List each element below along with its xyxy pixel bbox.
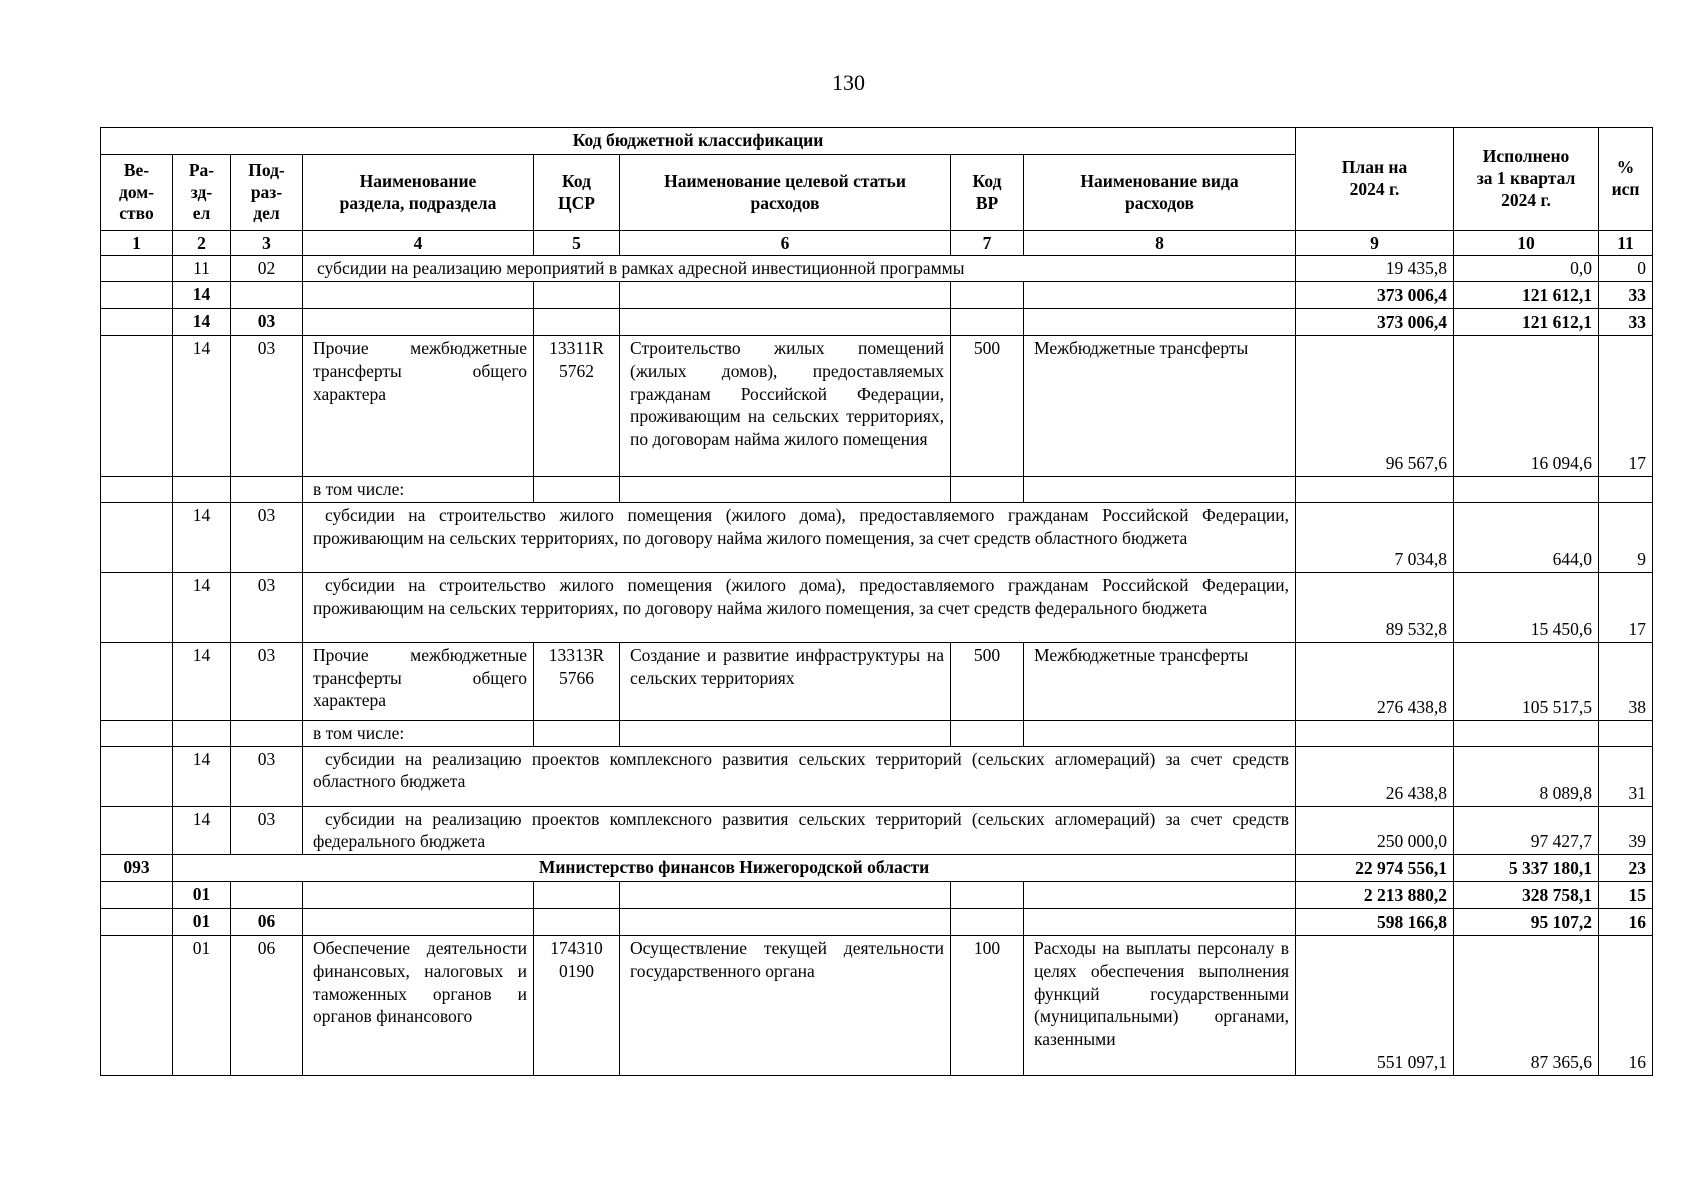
cell-csr-code: 13311R 5762 [534,336,620,477]
cell-executed: 328 758,1 [1454,882,1599,909]
cell-csr-code [534,720,620,746]
cell-csr-code [534,882,620,909]
cell-razdel: 14 [173,502,231,572]
cell-csr-code [534,309,620,336]
cell-description: субсидии на реализацию проектов комплексного развития сельских территорий (сельских агломераций) за счет средств федерального бюджета [303,806,1296,855]
cell-percent: 0 [1599,256,1653,282]
cell-razdel: 14 [173,642,231,720]
header-target-name: Наименование целевой статьи расходов [620,155,951,231]
cell-csr-code [534,282,620,309]
cell-podrazdel: 03 [231,336,303,477]
table-row [101,936,1653,1076]
column-number: 2 [173,231,231,256]
cell-vedomstvo: 093 [101,855,173,882]
cell-razdel: 01 [173,936,231,1076]
cell-description: субсидии на реализацию проектов комплексного развития сельских территорий (сельских агломераций) за счет средств областного бюджета [303,746,1296,806]
cell-section-name [303,909,534,936]
cell-plan: 19 435,8 [1296,256,1454,282]
cell-vr-code: 500 [951,642,1024,720]
table-row [101,642,1653,720]
column-number: 5 [534,231,620,256]
cell-plan [1296,477,1454,503]
cell-executed [1454,477,1599,503]
page-number: 130 [832,70,865,95]
cell-target-name [620,282,951,309]
cell-vr-code: 100 [951,936,1024,1076]
cell-podrazdel: 03 [231,642,303,720]
cell-executed: 0,0 [1454,256,1599,282]
cell-executed: 15 450,6 [1454,572,1599,642]
cell-vr-name [1024,909,1296,936]
header-razdel: Ра-зд-ел [173,155,231,231]
cell-plan: 96 567,6 [1296,336,1454,477]
budget-table [100,127,1653,1076]
cell-podrazdel: 03 [231,806,303,855]
header-percent: % исп [1599,128,1653,231]
cell-plan: 598 166,8 [1296,909,1454,936]
cell-plan: 22 974 556,1 [1296,855,1454,882]
cell-section-name [303,282,534,309]
cell-vr-name: Межбюджетные трансферты [1024,336,1296,477]
table-row [101,502,1653,572]
cell-executed: 97 427,7 [1454,806,1599,855]
cell-podrazdel: 03 [231,502,303,572]
cell-podrazdel [231,882,303,909]
cell-percent: 39 [1599,806,1653,855]
cell-vedomstvo [101,309,173,336]
column-number: 1 [101,231,173,256]
cell-target-name: Осуществление текущей деятельности государственного органа [620,936,951,1076]
cell-percent: 16 [1599,909,1653,936]
cell-razdel: 14 [173,572,231,642]
cell-vr-name: Расходы на выплаты персоналу в целях обеспечения выполнения функций государственными (муниципальными) органами, казенными [1024,936,1296,1076]
column-number: 7 [951,231,1024,256]
column-number: 6 [620,231,951,256]
cell-plan: 250 000,0 [1296,806,1454,855]
column-number: 3 [231,231,303,256]
cell-section-name: Прочие межбюджетные трансферты общего характера [303,336,534,477]
cell-csr-code [534,477,620,503]
cell-razdel: 14 [173,746,231,806]
cell-percent: 15 [1599,882,1653,909]
cell-section-name [303,309,534,336]
header-vedomstvo: Ве-дом-ство [101,155,173,231]
cell-razdel: 14 [173,806,231,855]
cell-razdel: 14 [173,336,231,477]
cell-executed: 8 089,8 [1454,746,1599,806]
cell-vedomstvo [101,572,173,642]
cell-executed: 87 365,6 [1454,936,1599,1076]
cell-podrazdel: 02 [231,256,303,282]
cell-target-name [620,720,951,746]
cell-vedomstvo [101,806,173,855]
cell-section-name: Обеспечение деятельности финансовых, налоговых и таможенных органов и органов финансового [303,936,534,1076]
cell-podrazdel: 06 [231,936,303,1076]
header-plan: План на 2024 г. [1296,128,1454,231]
cell-percent [1599,720,1653,746]
cell-vr-code [951,309,1024,336]
cell-vedomstvo [101,909,173,936]
table-row [101,336,1653,477]
cell-csr-code: 174310 0190 [534,936,620,1076]
cell-vr-code [951,477,1024,503]
cell-executed: 105 517,5 [1454,642,1599,720]
cell-executed: 644,0 [1454,502,1599,572]
cell-razdel [173,477,231,503]
cell-vedomstvo [101,282,173,309]
cell-executed: 121 612,1 [1454,282,1599,309]
cell-vr-name [1024,477,1296,503]
cell-vedomstvo [101,502,173,572]
cell-podrazdel [231,720,303,746]
cell-vr-name [1024,309,1296,336]
column-numbers-row [101,231,1653,256]
table-row [101,855,1653,882]
cell-razdel: 14 [173,309,231,336]
cell-vedomstvo [101,477,173,503]
cell-plan [1296,720,1454,746]
cell-executed: 5 337 180,1 [1454,855,1599,882]
table-row [101,806,1653,855]
header-row-1 [101,128,1653,155]
cell-description: субсидии на строительство жилого помещения (жилого дома), предоставляемого гражданам Российской Федерации, проживающим на сельских территориях, по договору найма жилого помещения, за счет средств областного бюджета [303,502,1296,572]
cell-plan: 373 006,4 [1296,309,1454,336]
cell-vedomstvo [101,746,173,806]
table-row [101,720,1653,746]
cell-vedomstvo [101,642,173,720]
cell-csr-code: 13313R 5766 [534,642,620,720]
cell-target-name [620,909,951,936]
cell-section-name [303,882,534,909]
cell-percent: 31 [1599,746,1653,806]
table-row [101,909,1653,936]
cell-plan: 89 532,8 [1296,572,1454,642]
cell-target-name [620,882,951,909]
cell-plan: 551 097,1 [1296,936,1454,1076]
cell-executed [1454,720,1599,746]
column-number: 11 [1599,231,1653,256]
table-row [101,477,1653,503]
cell-vr-name [1024,882,1296,909]
cell-razdel: 14 [173,282,231,309]
cell-executed: 121 612,1 [1454,309,1599,336]
cell-plan: 26 438,8 [1296,746,1454,806]
cell-percent: 9 [1599,502,1653,572]
cell-executed: 16 094,6 [1454,336,1599,477]
cell-ministry-title: Министерство финансов Нижегородской области [173,855,1296,882]
cell-vr-code [951,882,1024,909]
cell-razdel: 01 [173,909,231,936]
column-number: 10 [1454,231,1599,256]
header-executed: Исполнено за 1 квартал 2024 г. [1454,128,1599,231]
cell-vedomstvo [101,720,173,746]
table-row [101,256,1653,282]
cell-vr-code [951,282,1024,309]
cell-vr-name [1024,282,1296,309]
cell-percent: 38 [1599,642,1653,720]
table-row [101,882,1653,909]
cell-razdel: 11 [173,256,231,282]
cell-percent: 17 [1599,572,1653,642]
cell-target-name: Строительство жилых помещений (жилых домов), предоставляемых гражданам Российской Федерации, проживающим на сельских территориях, по договорам найма жилого помещения [620,336,951,477]
cell-csr-code [534,909,620,936]
cell-podrazdel [231,282,303,309]
cell-vedomstvo [101,336,173,477]
cell-plan: 2 213 880,2 [1296,882,1454,909]
table-row [101,746,1653,806]
table-row [101,572,1653,642]
cell-podrazdel [231,477,303,503]
cell-vr-code: 500 [951,336,1024,477]
cell-plan: 276 438,8 [1296,642,1454,720]
cell-percent: 33 [1599,309,1653,336]
header-vr-name: Наименование вида расходов [1024,155,1296,231]
cell-percent: 23 [1599,855,1653,882]
table-row [101,309,1653,336]
cell-percent: 17 [1599,336,1653,477]
cell-plan: 7 034,8 [1296,502,1454,572]
cell-podrazdel: 03 [231,309,303,336]
cell-vedomstvo [101,256,173,282]
column-number: 8 [1024,231,1296,256]
cell-podrazdel: 03 [231,572,303,642]
table-row [101,282,1653,309]
cell-including-label: в том числе: [303,720,534,746]
cell-vr-code [951,909,1024,936]
cell-vr-code [951,720,1024,746]
cell-vedomstvo [101,936,173,1076]
cell-percent: 33 [1599,282,1653,309]
cell-razdel: 01 [173,882,231,909]
cell-vedomstvo [101,882,173,909]
cell-target-name [620,477,951,503]
cell-description: субсидии на строительство жилого помещения (жилого дома), предоставляемого гражданам Российской Федерации, проживающим на сельских территориях, по договору найма жилого помещения, за счет средств федерального бюджета [303,572,1296,642]
cell-podrazdel: 06 [231,909,303,936]
cell-podrazdel: 03 [231,746,303,806]
header-csr-code: Код ЦСР [534,155,620,231]
cell-percent: 16 [1599,936,1653,1076]
cell-vr-name [1024,720,1296,746]
cell-plan: 373 006,4 [1296,282,1454,309]
cell-including-label: в том числе: [303,477,534,503]
header-budget-classification: Код бюджетной классификации [101,128,1296,155]
cell-section-name: Прочие межбюджетные трансферты общего характера [303,642,534,720]
cell-percent [1599,477,1653,503]
cell-description: субсидии на реализацию мероприятий в рамках адресной инвестиционной программы [303,256,1296,282]
cell-razdel [173,720,231,746]
cell-target-name: Создание и развитие инфраструктуры на сельских территориях [620,642,951,720]
header-vr-code: Код ВР [951,155,1024,231]
header-section-name: Наименование раздела, подраздела [303,155,534,231]
cell-target-name [620,309,951,336]
cell-executed: 95 107,2 [1454,909,1599,936]
column-number: 4 [303,231,534,256]
header-podrazdel: Под-раз-дел [231,155,303,231]
column-number: 9 [1296,231,1454,256]
cell-vr-name: Межбюджетные трансферты [1024,642,1296,720]
